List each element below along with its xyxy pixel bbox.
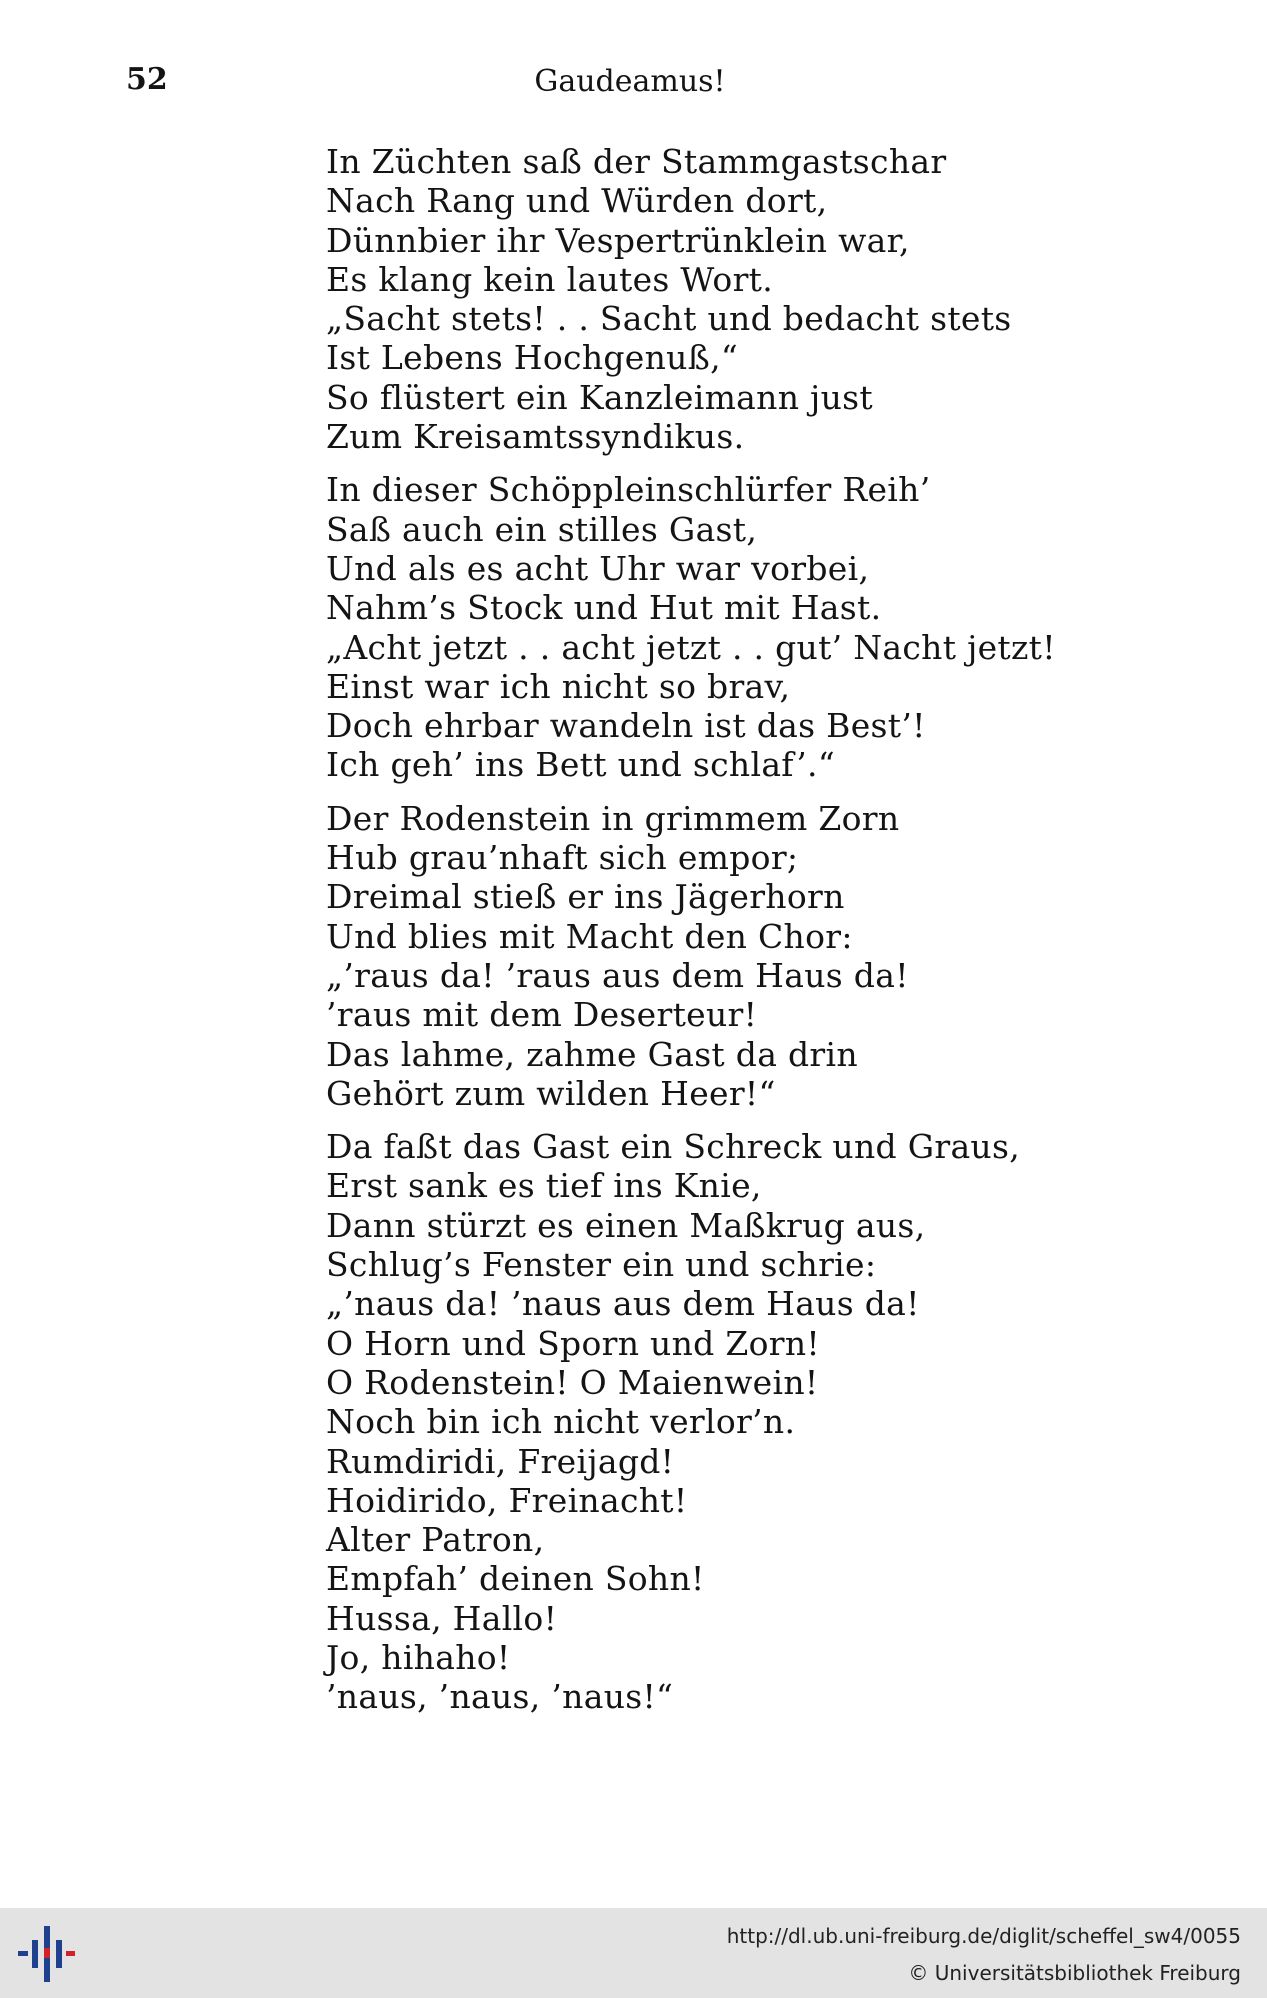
verse-line: Und als es acht Uhr war vorbei,	[326, 548, 870, 588]
verse-line: O Rodenstein! O Maienwein!	[326, 1362, 819, 1402]
verse-line: Empfah’ deinen Sohn!	[326, 1559, 705, 1599]
verse-line: Gehört zum wilden Heer!“	[326, 1073, 776, 1113]
stanza	[326, 799, 1226, 1113]
copyright-notice: © Universitätsbibliothek Freiburg	[908, 1961, 1241, 1985]
verse-line: Der Rodenstein in grimmem Zorn	[326, 798, 900, 838]
verse-line: Hub grau’nhaft sich empor;	[326, 838, 799, 878]
verse-line: „Acht jetzt . . acht jetzt . . gut’ Nacht jetzt!	[326, 627, 1056, 667]
verse-line: Das lahme, zahme Gast da drin	[326, 1034, 858, 1074]
verse-line: In Züchten saß der Stammgastschar	[326, 142, 947, 181]
verse-line: Erst sank es tief ins Knie,	[326, 1166, 762, 1206]
verse-line: ’naus, ’naus, ’naus!“	[326, 1677, 674, 1717]
verse-line: „Sacht stets! . . Sacht und bedacht stets	[326, 299, 1012, 339]
stanza	[326, 470, 1226, 784]
verse-line: Nach Rang und Würden dort,	[326, 181, 828, 221]
verse-line: Alter Patron,	[326, 1520, 545, 1560]
verse-line: Hussa, Hallo!	[326, 1598, 558, 1638]
verse-line: Einst war ich nicht so brav,	[326, 666, 791, 706]
verse-line: Ist Lebens Hochgenuß,“	[326, 338, 739, 378]
verse-line: O Horn und Sporn und Zorn!	[326, 1323, 820, 1363]
verse-line: Doch ehrbar wandeln ist das Best’!	[326, 706, 926, 746]
stanza	[326, 1127, 1226, 1716]
stanza	[326, 142, 1226, 456]
verse-line: Hoidirido, Freinacht!	[326, 1480, 688, 1520]
page-number: 52	[126, 62, 168, 97]
verse-line: Nahm’s Stock und Hut mit Hast.	[326, 588, 882, 628]
verse-line: Und blies mit Macht den Chor:	[326, 916, 853, 956]
verse-line: Jo, hihaho!	[326, 1637, 511, 1677]
verse-line: Es klang kein lautes Wort.	[326, 259, 773, 299]
verse-line: Noch bin ich nicht verlor’n.	[326, 1402, 796, 1442]
verse-line: Da faßt das Gast ein Schreck und Graus,	[326, 1127, 1021, 1167]
viewer-footer	[0, 1908, 1267, 1998]
verse-line: Dünnbier ihr Vespertrünklein war,	[326, 220, 910, 260]
verse-line: So flüstert ein Kanzleimann just	[326, 377, 873, 417]
document-url-link[interactable]: http://dl.ub.uni-freiburg.de/diglit/scheffel_sw4/0055	[726, 1924, 1241, 1948]
running-head: Gaudeamus!	[534, 64, 726, 99]
verse-line: Dreimal stieß er ins Jägerhorn	[326, 877, 845, 917]
verse-line: Zum Kreisamtssyndikus.	[326, 417, 745, 457]
verse-line: Dann stürzt es einen Maßkrug aus,	[326, 1205, 926, 1245]
verse-line: Schlug’s Fenster ein und schrie:	[326, 1245, 877, 1285]
verse-line: „’raus da! ’raus aus dem Haus da!	[326, 955, 909, 995]
verse-line: In dieser Schöppleinschlürfer Reih’	[326, 470, 931, 510]
verse-line: ’raus mit dem Deserteur!	[326, 995, 758, 1035]
poem	[326, 142, 1226, 1731]
verse-line: Rumdiridi, Freijagd!	[326, 1441, 675, 1481]
verse-line: „’naus da! ’naus aus dem Haus da!	[326, 1284, 920, 1324]
ub-freiburg-logo-icon[interactable]	[16, 1922, 76, 1984]
verse-line: Ich geh’ ins Bett und schlaf’.“	[326, 745, 835, 785]
verse-line: Saß auch ein stilles Gast,	[326, 509, 758, 549]
